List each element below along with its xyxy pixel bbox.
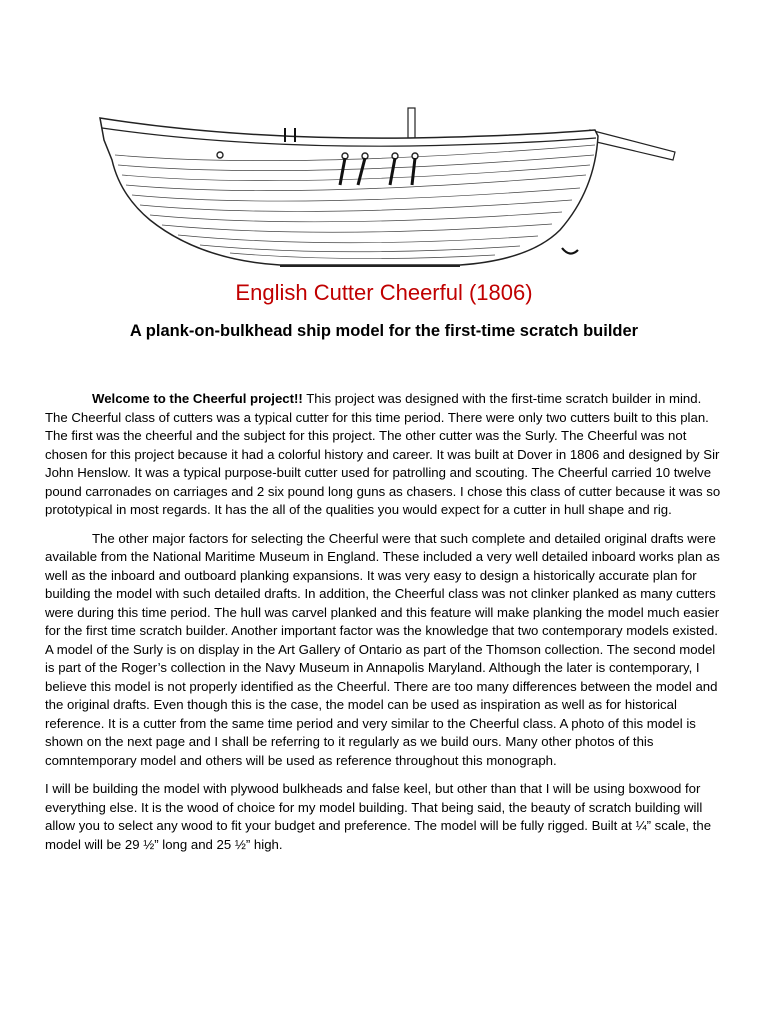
paragraph [45,390,725,520]
paragraph [45,530,725,771]
paragraph-lead: Welcome to the Cheerful project!! [92,391,303,406]
paragraph-text: I will be building the model with plywood bulkheads and false keel, but other than that I will be using boxwood for everything else. It is the wood of choice for my model building. That being said, the beauty of scratch building will allow you to select any wood to fit your budget and preference. The model will be fully rigged. Built at ¼” scale, the model will be 29 ½” long and 25 ½” high. [45,781,712,852]
body-text [45,390,725,864]
paragraph [45,780,725,854]
paragraph-text: The other major factors for selecting the Cheerful were that such complete and detailed original drafts were available from the National Maritime Museum in England. These included a very well detailed inboard works plan as well as the inboard and outboard planking expansions. It was very easy to design a historically accurate plan for building the model with such detailed drafts. In addition, the Cheerful class was not clinker planked as many cutters were during this time period. The hull was carvel planked and this feature will make planking the model much easier for the first time scratch builder. Another important factor was the knowledge that two contemporary models existed. A model of the Surly is on display in the Art Gallery of Ontario as part of the Thomson collection. The second model is part of the Roger’s collection in the Navy Museum in Annapolis Maryland. Although the later is contemporary, I believe this model is not properly identified as the Cheerful. There are too many differences between the model and the original drafts. Even though this is the case, the model can be used as inspiration as well as for historical reference. It is a cutter from the same time period and very similar to the Cheerful class. A photo of this model is shown on the next page and I shall be referring to it regularly as we build ours. Many other photos of this comntemporary model and others will be used as reference throughout this monograph. [45,530,720,768]
paragraph-text: This project was designed with the first-time scratch builder in mind. The Cheerful class of cutters was a typical cutter for this time period. There were only two cutters built to this plan. The first was the cheerful and the subject for this project. The other cutter was the Surly. The Cheerful was not chosen for this project because it had a colorful history and career. It was built at Dover in 1806 and designed by Sir John Henslow. It was a typical purpose-built cutter used for patrolling and scouting. The Cheerful carried 10 twelve pound carronades on carriages and 2 six pound long guns as chasers. I chose this class of cutter because it was so prototypical in most regards. It has the all of the qualities you would expect for a cutter in hull shape and rig. [45,391,721,517]
ship-drawing [90,100,700,280]
ship-profile-drawing [90,100,700,280]
document-title: English Cutter Cheerful (1806) [235,280,533,305]
document-subtitle: A plank-on-bulkhead ship model for the first-time scratch builder [129,322,639,340]
